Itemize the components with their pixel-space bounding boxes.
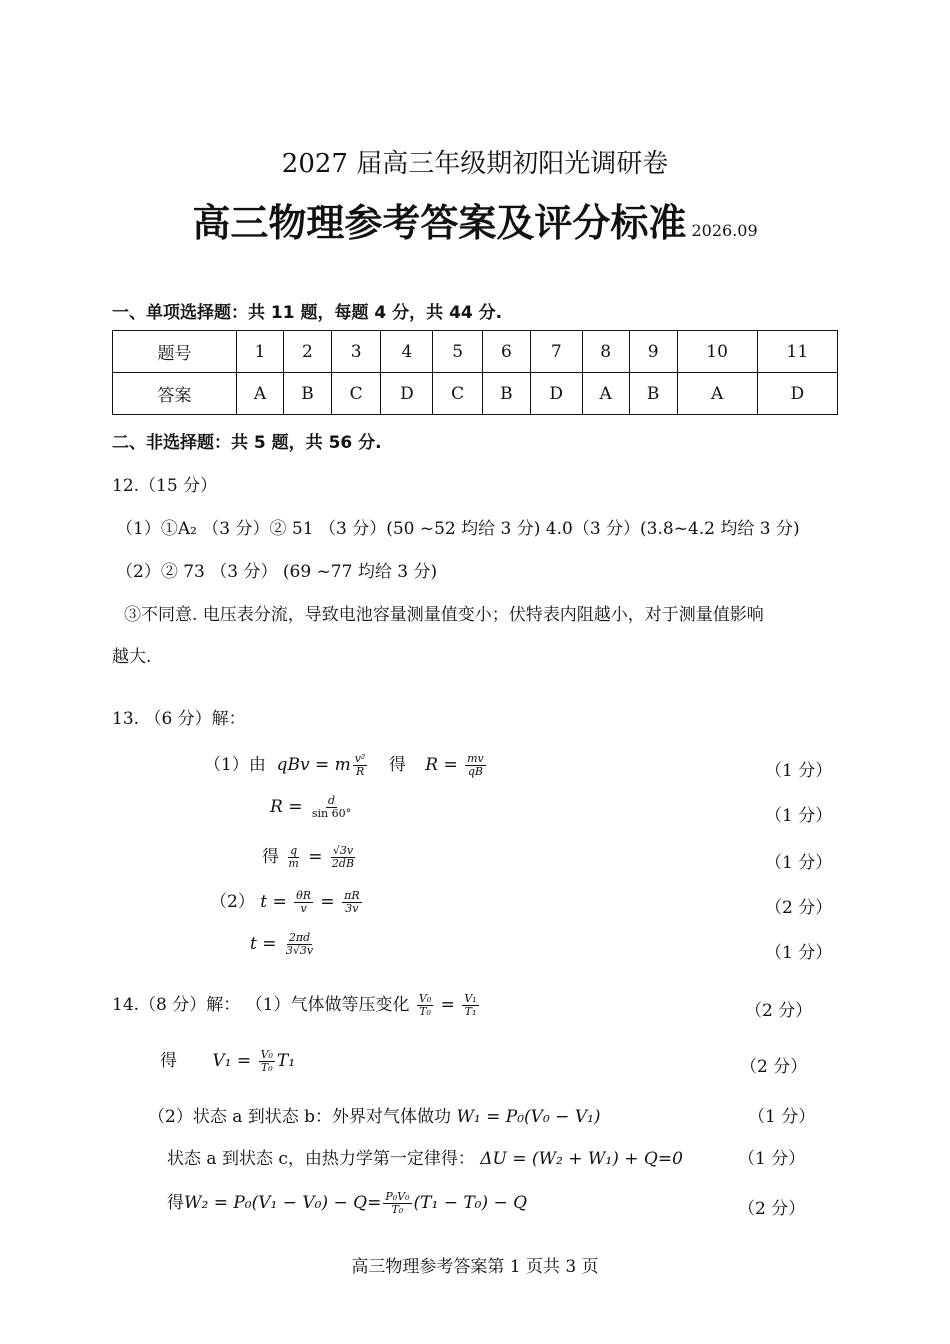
score: （1 分） xyxy=(738,1149,806,1169)
q14-line4 xyxy=(167,1144,683,1169)
table-cell: 9 xyxy=(629,331,677,373)
score: （1 分） xyxy=(765,943,833,963)
q14-line5 xyxy=(167,1188,527,1216)
formula: V₁ = $\frac{\text{V₀}}{\text{T₀}}$ T₁ xyxy=(212,1048,296,1074)
q14-l5-prefix: 得 xyxy=(167,1193,184,1213)
formula: R = $\frac{mv}{qB}$ xyxy=(425,752,484,778)
table-cell: 2 xyxy=(284,331,332,373)
q14-l4: 状态 a 到状态 c，由热力学第一定律得： xyxy=(167,1149,475,1169)
table-cell: 6 xyxy=(482,331,530,373)
q13-p2-prefix: （2） xyxy=(210,892,255,912)
table-cell: 11 xyxy=(757,331,837,373)
q13-de: 得 xyxy=(262,847,279,867)
table-cell: 8 xyxy=(582,331,629,373)
q13-title: 13. （6 分）解： xyxy=(112,709,246,729)
table-cell: 3 xyxy=(331,331,381,373)
table-cell: C xyxy=(331,373,381,415)
q14-line3 xyxy=(148,1102,601,1127)
formula: $\frac{q}{m}$ = $\frac{√3v}{2dB}$ xyxy=(288,844,355,870)
table-cell: 10 xyxy=(677,331,757,373)
q14-l2-prefix: 得 xyxy=(160,1051,177,1071)
formula: W₂ = P₀(V₁ − V₀) − Q= $\frac{\text{P₀V₀}}{\text{T₀}}$ (T₁ − T₀) − Q xyxy=(184,1190,528,1216)
q13-eq5: t = $\frac{2\pi d}{3√3v}$ xyxy=(250,931,314,957)
section2-heading: 二、非选择题：共 5 题，共 56 分. xyxy=(112,433,382,453)
table-cell: B xyxy=(284,373,332,415)
q13-eq4 xyxy=(210,887,364,915)
table-row xyxy=(113,373,838,415)
score: （2 分） xyxy=(745,1001,813,1021)
section1-heading: 一、单项选择题：共 11 题，每题 4 分，共 44 分. xyxy=(112,303,503,323)
answer-table xyxy=(112,330,838,415)
table-cell: 7 xyxy=(530,331,582,373)
table-cell: A xyxy=(582,373,629,415)
score: （1 分） xyxy=(765,853,833,873)
q12-line2: （2）② 73 （3 分） (69 ~77 均给 3 分) xyxy=(116,562,438,582)
q12-line3: ③不同意. 电压表分流，导致电池容量测量值变小；伏特表内阻越小，对于测量值影响 xyxy=(124,605,764,625)
formula: qBv = m $\frac{\text{v²}}{R}$ xyxy=(271,752,366,778)
q13-eq1 xyxy=(204,750,488,778)
title-date: 2026.09 xyxy=(691,221,758,240)
table-cell: 4 xyxy=(381,331,433,373)
score: （2 分） xyxy=(738,1199,806,1219)
q13-p1-prefix: （1）由 xyxy=(204,755,266,775)
formula: ΔU = (W₂ + W₁) + Q=0 xyxy=(480,1149,683,1169)
q13-eq3 xyxy=(262,842,358,870)
table-cell: 5 xyxy=(433,331,483,373)
table-cell: C xyxy=(433,373,483,415)
table-row xyxy=(113,331,838,373)
table-cell: D xyxy=(757,373,837,415)
table-cell: A xyxy=(236,373,283,415)
row-label: 答案 xyxy=(113,373,237,415)
formula: W₁ = P₀(V₀ − V₁) xyxy=(456,1107,601,1127)
title-text: 高三物理参考答案及评分标准 xyxy=(192,201,687,245)
q14-title: 14.（8 分）解： xyxy=(112,995,241,1015)
q12-line1: （1）①A₂ （3 分）② 51 （3 分）(50 ~52 均给 3 分) 4.0（3 分）(3.8~4.2 均给 3 分) xyxy=(116,519,800,539)
page-title xyxy=(0,192,950,247)
score: （2 分） xyxy=(740,1057,808,1077)
table-cell: D xyxy=(381,373,433,415)
q14-line2 xyxy=(160,1046,295,1074)
row-label: 题号 xyxy=(113,331,237,373)
formula: t = $\frac{\theta R}{v}$ = $\frac{\pi R}{3v}$ xyxy=(260,889,360,915)
table-cell: B xyxy=(629,373,677,415)
q13-eq2: R = $\frac{d}{\sin 60^\circ}$ xyxy=(270,794,352,820)
q14-l3: （2）状态 a 到状态 b：外界对气体做功 xyxy=(148,1107,452,1127)
q14-l1: （1）气体做等压变化 xyxy=(245,995,410,1015)
score: （1 分） xyxy=(765,806,833,826)
score: （1 分） xyxy=(765,761,833,781)
exam-subtitle: 2027 届高三年级期初阳光调研卷 xyxy=(281,149,669,179)
q12-title: 12.（15 分） xyxy=(112,476,218,496)
page-footer: 高三物理参考答案第 1 页共 3 页 xyxy=(351,1257,599,1277)
q14-line1 xyxy=(112,990,481,1018)
table-cell: A xyxy=(677,373,757,415)
q13-de: 得 xyxy=(388,755,406,775)
score: （1 分） xyxy=(748,1107,816,1127)
q12-line4: 越大. xyxy=(112,647,152,667)
table-cell: D xyxy=(530,373,582,415)
formula: $\frac{\text{V₀}}{\text{T₀}}$ = $\frac{\text{V₁}}{\text{T₁}}$ xyxy=(418,992,477,1018)
table-cell: B xyxy=(482,373,530,415)
score: （2 分） xyxy=(765,898,833,918)
table-cell: 1 xyxy=(236,331,283,373)
